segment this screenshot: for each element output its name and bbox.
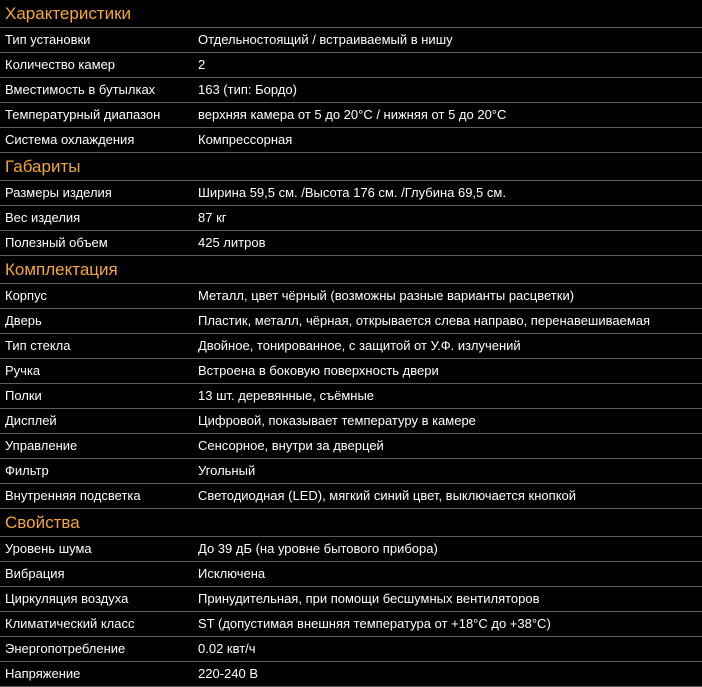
spec-value: Металл, цвет чёрный (возможны разные варианты расцветки) bbox=[198, 288, 575, 303]
spec-value: 163 (тип: Бордо) bbox=[198, 82, 297, 97]
section-title: Характеристики bbox=[0, 0, 702, 28]
section-title: Габариты bbox=[0, 153, 702, 181]
spec-value: 87 кг bbox=[198, 210, 227, 225]
spec-label: Внутренняя подсветка bbox=[5, 488, 141, 503]
spec-value: Цифровой, показывает температуру в камере bbox=[198, 413, 476, 428]
spec-row bbox=[0, 359, 702, 384]
spec-row bbox=[0, 409, 702, 434]
spec-row bbox=[0, 434, 702, 459]
spec-value: Пластик, металл, чёрная, открывается слева направо, перенавешиваемая bbox=[198, 313, 651, 328]
spec-row bbox=[0, 384, 702, 409]
spec-row bbox=[0, 637, 702, 662]
spec-value: Угольный bbox=[198, 463, 256, 478]
spec-label: Ручка bbox=[5, 363, 41, 378]
spec-label: Фильтр bbox=[5, 463, 49, 478]
spec-label: Напряжение bbox=[5, 666, 81, 681]
spec-value: Сенсорное, внутри за дверцей bbox=[198, 438, 384, 453]
spec-value: верхняя камера от 5 до 20°C / нижняя от 5 до 20°C bbox=[198, 107, 507, 122]
spec-row bbox=[0, 484, 702, 509]
spec-label: Температурный диапазон bbox=[5, 107, 161, 122]
spec-value: 220-240 В bbox=[198, 666, 258, 681]
spec-label: Вместимость в бутылках bbox=[5, 82, 156, 97]
spec-row bbox=[0, 459, 702, 484]
spec-label: Вес изделия bbox=[5, 210, 81, 225]
spec-row bbox=[0, 612, 702, 637]
spec-row bbox=[0, 53, 702, 78]
spec-value: Светодиодная (LED), мягкий синий цвет, выключается кнопкой bbox=[198, 488, 577, 503]
spec-value: До 39 дБ (на уровне бытового прибора) bbox=[198, 541, 438, 556]
spec-value: 0.02 квт/ч bbox=[198, 641, 256, 656]
spec-label: Корпус bbox=[5, 288, 47, 303]
spec-value: Компрессорная bbox=[198, 132, 293, 147]
spec-value: Ширина 59,5 см. /Высота 176 см. /Глубина 69,5 см. bbox=[198, 185, 506, 200]
spec-value: Встроена в боковую поверхность двери bbox=[198, 363, 439, 378]
spec-value: ST (допустимая внешняя температура от +18°C до +38°C) bbox=[198, 616, 551, 631]
spec-row bbox=[0, 103, 702, 128]
spec-value: Двойное, тонированное, с защитой от У.Ф. излучений bbox=[198, 338, 521, 353]
spec-label: Циркуляция воздуха bbox=[5, 591, 129, 606]
section-title: Свойства bbox=[0, 509, 702, 537]
spec-value: 2 bbox=[198, 57, 206, 72]
spec-label: Вибрация bbox=[5, 566, 65, 581]
spec-row bbox=[0, 537, 702, 562]
spec-label: Количество камер bbox=[5, 57, 116, 72]
spec-value: Отдельностоящий / встраиваемый в нишу bbox=[198, 32, 453, 47]
spec-label: Полезный объем bbox=[5, 235, 108, 250]
spec-row bbox=[0, 181, 702, 206]
spec-label: Тип установки bbox=[5, 32, 91, 47]
spec-row bbox=[0, 284, 702, 309]
spec-value: Принудительная, при помощи бесшумных вентиляторов bbox=[198, 591, 540, 606]
spec-row bbox=[0, 309, 702, 334]
spec-label: Размеры изделия bbox=[5, 185, 112, 200]
spec-row bbox=[0, 231, 702, 256]
spec-label: Энергопотребление bbox=[5, 641, 126, 656]
spec-row bbox=[0, 128, 702, 153]
spec-row bbox=[0, 28, 702, 53]
spec-row bbox=[0, 587, 702, 612]
spec-value: 13 шт. деревянные, съёмные bbox=[198, 388, 375, 403]
spec-label: Система охлаждения bbox=[5, 132, 135, 147]
spec-label: Полки bbox=[5, 388, 42, 403]
spec-label: Уровень шума bbox=[5, 541, 92, 556]
spec-row bbox=[0, 662, 702, 687]
spec-row bbox=[0, 78, 702, 103]
spec-row bbox=[0, 562, 702, 587]
spec-label: Дисплей bbox=[5, 413, 57, 428]
spec-label: Управление bbox=[5, 438, 78, 453]
spec-row bbox=[0, 206, 702, 231]
section-title: Комплектация bbox=[0, 256, 702, 284]
spec-label: Климатический класс bbox=[5, 616, 135, 631]
spec-label: Тип стекла bbox=[5, 338, 71, 353]
spec-value: Исключена bbox=[198, 566, 266, 581]
spec-label: Дверь bbox=[5, 313, 42, 328]
spec-value: 425 литров bbox=[198, 235, 266, 250]
spec-row bbox=[0, 334, 702, 359]
